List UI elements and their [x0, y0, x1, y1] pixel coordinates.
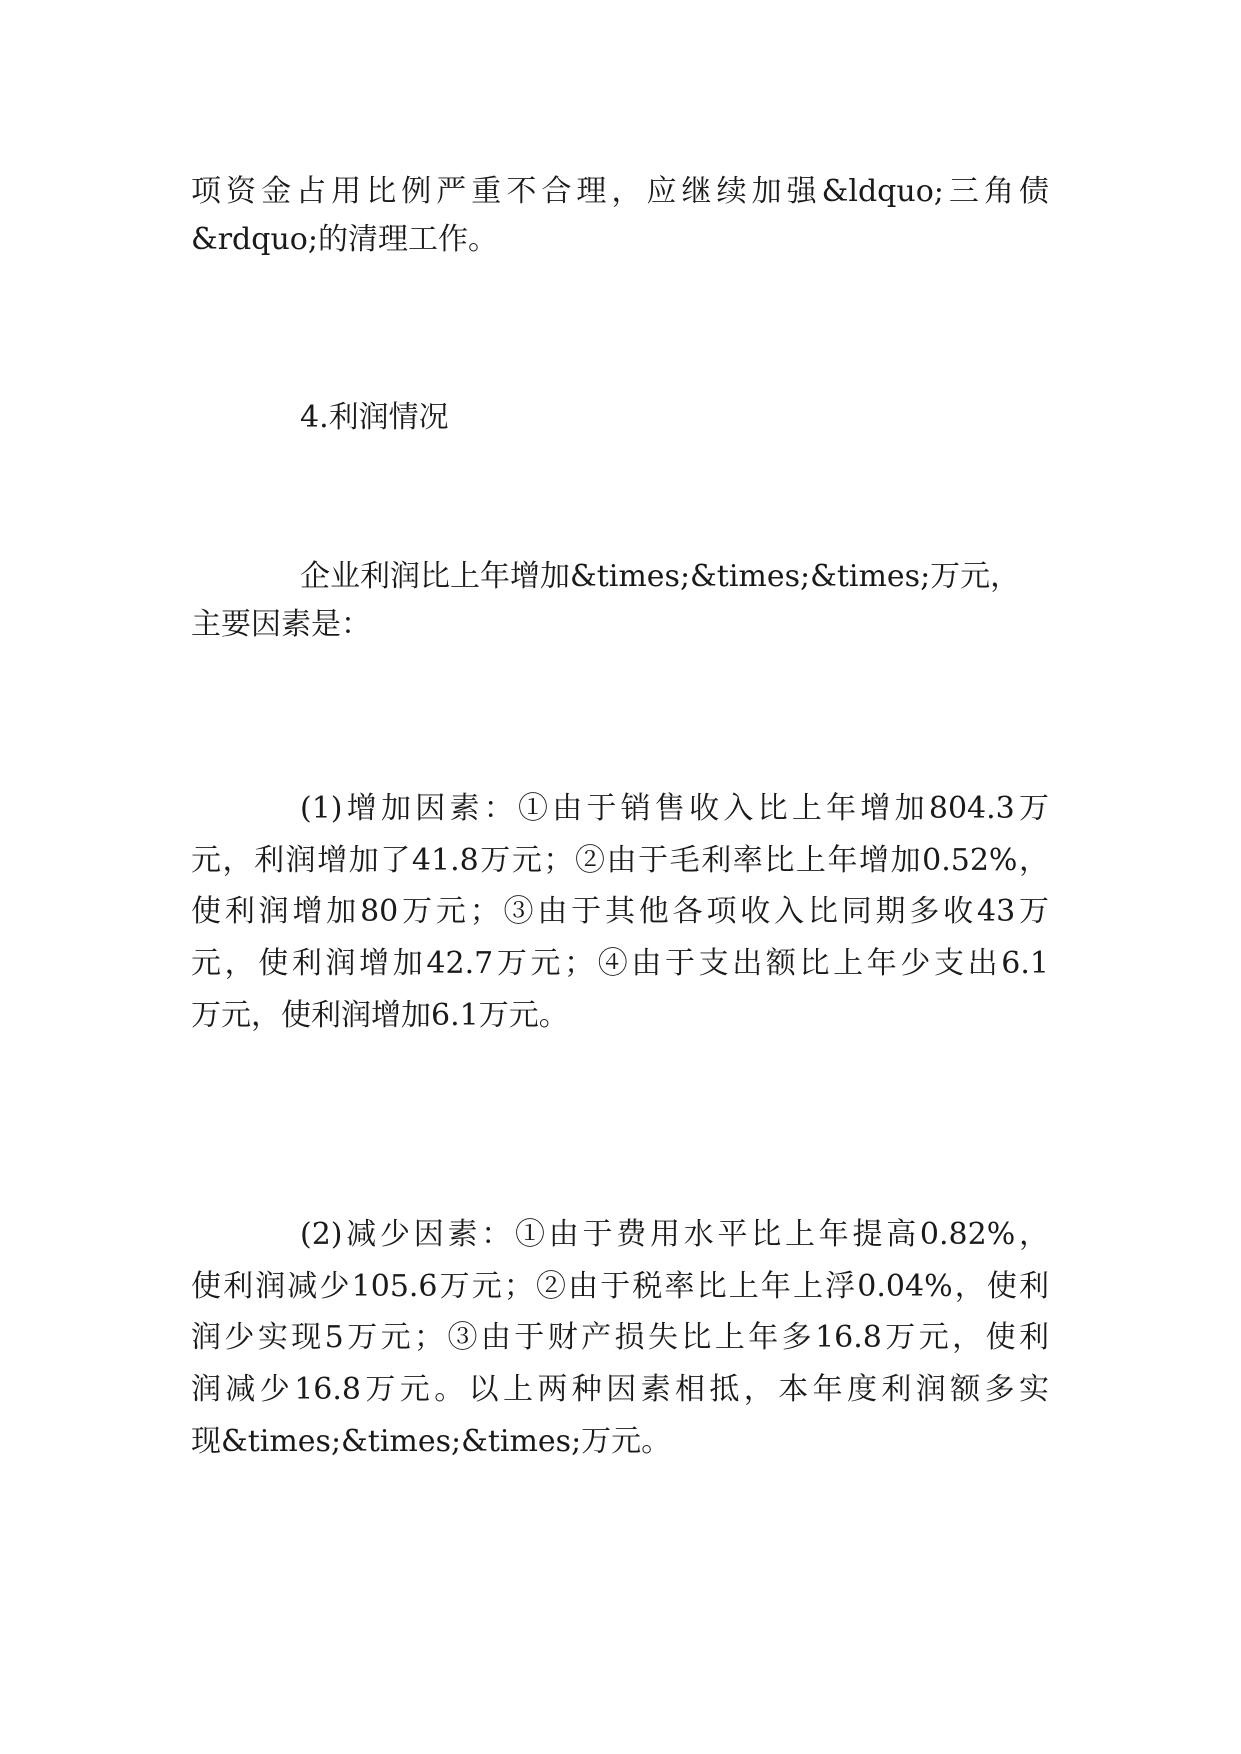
- paragraph-4-line-5: 万元，使利润增加6.1万元。: [191, 998, 569, 1033]
- paragraph-5-line-2: 使利润减少105.6万元；②由于税率比上年上浮0.04%，使利: [191, 1269, 1049, 1304]
- paragraph-4-line-4: 元，使利润增加42.7万元；④由于支出额比上年少支出6.1: [191, 946, 1049, 981]
- paragraph-4-line-2: 元，利润增加了41.8万元；②由于毛利率比上年增加0.52%，: [191, 843, 1049, 878]
- paragraph-3-line-1: 企业利润比上年增加&times;&times;&times;万元，: [300, 559, 1021, 594]
- paragraph-5-line-4: 润减少16.8万元。以上两种因素相抵，本年度利润额多实: [191, 1372, 1049, 1407]
- paragraph-5-line-3: 润少实现5万元；③由于财产损失比上年多16.8万元，使利: [191, 1320, 1049, 1355]
- paragraph-4-line-3: 使利润增加80万元；③由于其他各项收入比同期多收43万: [191, 894, 1049, 929]
- paragraph-1-line-1: 项资金占用比例严重不合理，应继续加强&ldquo;三角债: [191, 174, 1049, 209]
- section-heading: 4.利润情况: [300, 400, 449, 435]
- paragraph-4-line-1: (1)增加因素：①由于销售收入比上年增加804.3万: [300, 791, 1049, 826]
- paragraph-5-line-5: 现&times;&times;&times;万元。: [191, 1424, 672, 1459]
- paragraph-1-line-2: &rdquo;的清理工作。: [191, 222, 498, 257]
- paragraph-3-line-2: 主要因素是：: [191, 607, 371, 642]
- paragraph-5-line-1: (2)减少因素：①由于费用水平比上年提高0.82%，: [300, 1217, 1049, 1252]
